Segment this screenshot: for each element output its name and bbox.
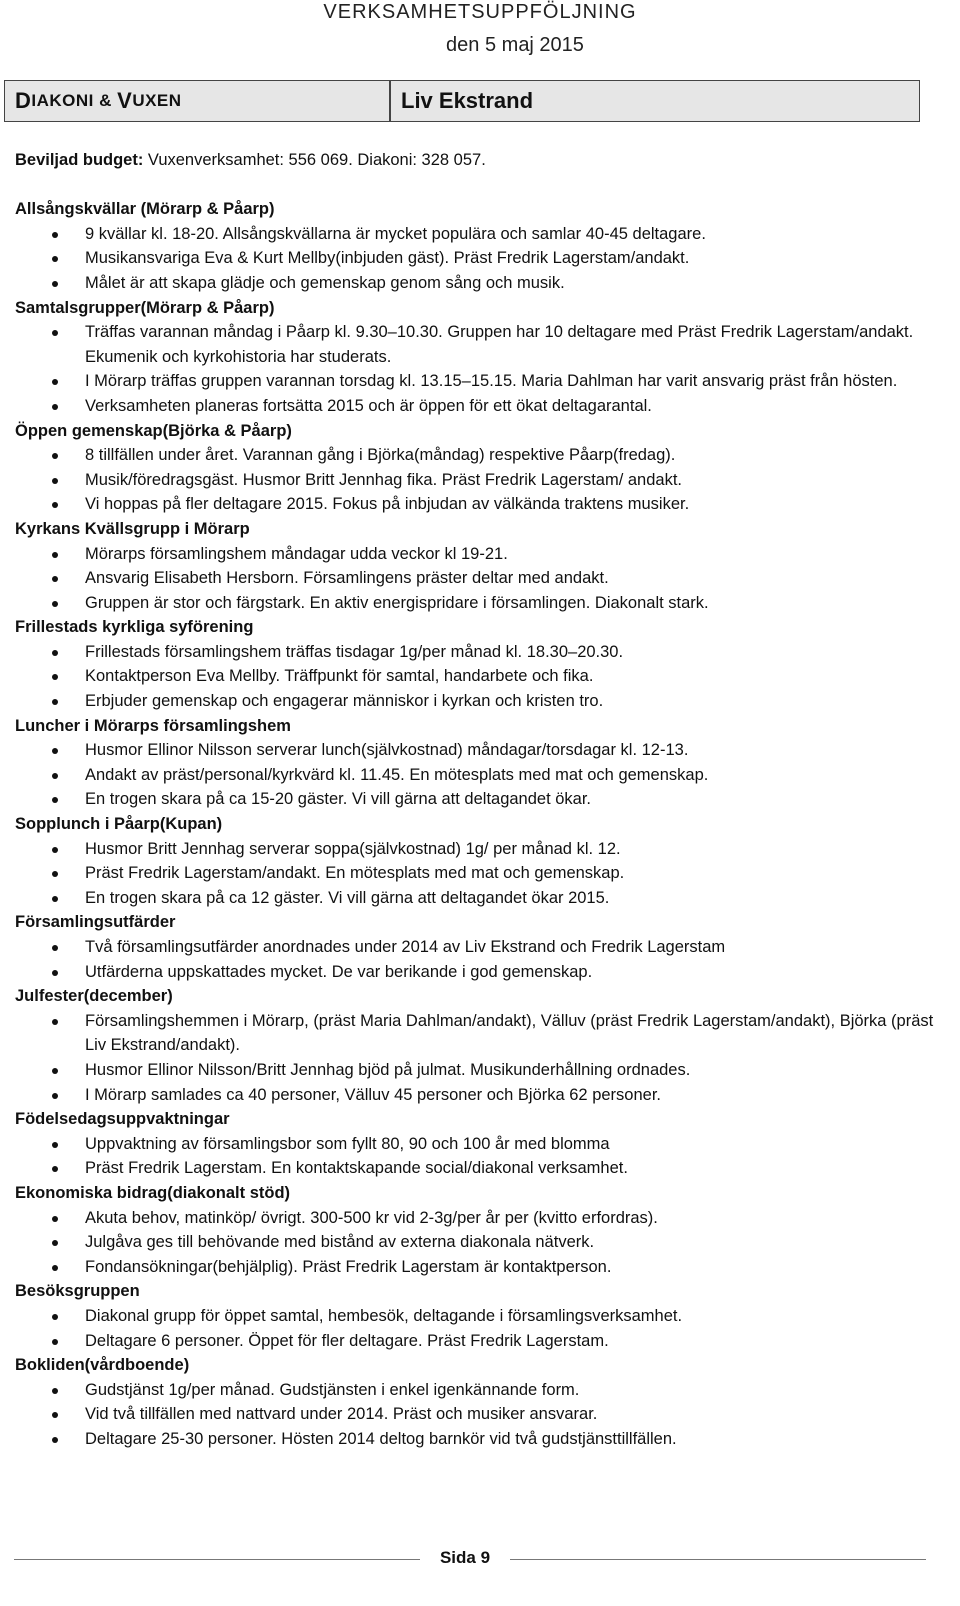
bullet-list xyxy=(15,1009,940,1107)
section-title: Samtalsgrupper(Mörarp & Påarp) xyxy=(15,298,275,317)
bullet-dot-icon xyxy=(52,1437,58,1443)
bullet-text: Fondansökningar(behjälplig). Präst Fredrik Lagerstam är kontaktperson. xyxy=(85,1257,612,1276)
bullet-dot-icon xyxy=(52,1166,58,1172)
bullet-item xyxy=(15,689,940,714)
bullet-text: I Mörarp samlades ca 40 personer, Välluv 45 personer och Björka 62 personer. xyxy=(85,1085,661,1104)
budget-text: Vuxenverksamhet: 556 069. Diakoni: 328 057. xyxy=(143,151,486,169)
bullet-item xyxy=(15,222,940,247)
bullet-text: Musikansvariga Eva & Kurt Mellby(inbjuden gäst). Präst Fredrik Lagerstam/andakt. xyxy=(85,249,690,268)
bullet-item xyxy=(15,369,940,394)
bullet-item xyxy=(15,1058,940,1083)
bullet-text: En trogen skara på ca 15-20 gäster. Vi vill gärna att deltagandet ökar. xyxy=(85,790,592,809)
bullet-item xyxy=(15,566,940,591)
bullet-dot-icon xyxy=(52,847,58,853)
bullet-text: Erbjuder gemenskap och engagerar människor i kyrkan och kristen tro. xyxy=(85,692,604,711)
section-title: Luncher i Mörarps församlingshem xyxy=(15,716,291,735)
bullet-dot-icon xyxy=(52,379,58,385)
bullet-text: 8 tillfällen under året. Varannan gång i Björka(måndag) respektive Påarp(fredag). xyxy=(85,446,676,465)
bullet-text: Uppvaktning av församlingsbor som fyllt 80, 90 och 100 år med blomma xyxy=(85,1134,610,1153)
department-rest-1: IAKONI & xyxy=(31,91,118,110)
bullet-dot-icon xyxy=(52,478,58,484)
bullet-list xyxy=(15,542,940,616)
bullet-dot-icon xyxy=(52,896,58,902)
bullet-item xyxy=(15,1230,940,1255)
bullet-text: I Mörarp träffas gruppen varannan torsdag kl. 13.15–15.15. Maria Dahlman har varit ansvarig präst från hösten. xyxy=(85,372,898,391)
section-title: Ekonomiska bidrag(diakonalt stöd) xyxy=(15,1183,291,1202)
bullet-dot-icon xyxy=(52,576,58,582)
bullet-item xyxy=(15,886,940,911)
bullet-item xyxy=(15,246,940,271)
bullet-item xyxy=(15,271,940,296)
bullet-text: Gruppen är stor och färgstark. En aktiv energispridare i församlingen. Diakonalt stark. xyxy=(85,593,709,612)
bullet-item xyxy=(15,960,940,985)
bullet-dot-icon xyxy=(52,330,58,336)
section-title: Frillestads kyrkliga syförening xyxy=(15,618,254,637)
bullet-text: Andakt av präst/personal/kyrkvärd kl. 11.45. En mötesplats med mat och gemenskap. xyxy=(85,765,709,784)
bullet-dot-icon xyxy=(52,1240,58,1246)
section-title: Sopplunch i Påarp(Kupan) xyxy=(15,815,223,834)
title-box xyxy=(4,80,920,122)
section-title: Allsångskvällar (Mörarp & Påarp) xyxy=(15,200,275,219)
person-name: Liv Ekstrand xyxy=(391,81,919,121)
bullet-text: Julgåva ges till behövande med bistånd av externa diakonala nätverk. xyxy=(85,1233,595,1252)
bullet-dot-icon xyxy=(52,1339,58,1345)
spacer xyxy=(15,173,940,198)
bullet-text: Utfärderna uppskattades mycket. De var berikande i god gemenskap. xyxy=(85,962,593,981)
bullet-text: Diakonal grupp för öppet samtal, hembesök, deltagande i församlingsverksamhet. xyxy=(85,1306,683,1325)
bullet-dot-icon xyxy=(52,1314,58,1320)
bullet-text: Husmor Ellinor Nilsson serverar lunch(självkostnad) måndagar/torsdagar kl. 12-13. xyxy=(85,741,689,760)
bullet-item xyxy=(15,1132,940,1157)
bullet-item xyxy=(15,763,940,788)
bullet-item xyxy=(15,935,940,960)
bullet-item xyxy=(15,1378,940,1403)
bullet-item xyxy=(15,468,940,493)
bullet-item xyxy=(15,1206,940,1231)
bullet-text: 9 kvällar kl. 18-20. Allsångskvällarna är mycket populära och samlar 40-45 deltagare. xyxy=(85,224,706,243)
bullet-item xyxy=(15,664,940,689)
bullet-dot-icon xyxy=(52,797,58,803)
document-date: den 5 maj 2015 xyxy=(446,34,584,56)
bullet-item xyxy=(15,320,940,369)
bullet-text: Gudstjänst 1g/per månad. Gudstjänsten i enkel igenkännande form. xyxy=(85,1380,580,1399)
bullet-dot-icon xyxy=(52,674,58,680)
budget-line xyxy=(15,148,940,173)
bullet-text: Träffas varannan måndag i Påarp kl. 9.30–10.30. Gruppen har 10 deltagare med Präst Fredrik Lagerstam/andakt. Ekumenik och kyrkohistoria har studerats. xyxy=(85,323,914,366)
page-footer xyxy=(0,1548,960,1572)
bullet-item xyxy=(15,492,940,517)
bullet-list xyxy=(15,1378,940,1452)
bullet-list xyxy=(15,1304,940,1353)
bullet-text: Deltagare 25-30 personer. Hösten 2014 deltog barnkör vid två gudstjänsttillfällen. xyxy=(85,1429,677,1448)
bullet-text: Musik/föredragsgäst. Husmor Britt Jennhag fika. Präst Fredrik Lagerstam/ andakt. xyxy=(85,470,682,489)
department-initial-1: D xyxy=(15,88,32,113)
bullet-text: Vi hoppas på fler deltagare 2015. Fokus på inbjudan av välkända traktens musiker. xyxy=(85,495,690,514)
bullet-text: Två församlingsutfärder anordnades under 2014 av Liv Ekstrand och Fredrik Lagerstam xyxy=(85,938,726,956)
bullet-dot-icon xyxy=(52,699,58,705)
page-number: Sida 9 xyxy=(420,1548,510,1568)
bullet-list xyxy=(15,935,940,984)
bullet-item xyxy=(15,837,940,862)
bullet-dot-icon xyxy=(52,871,58,877)
bullet-text: Präst Fredrik Lagerstam/andakt. En mötesplats med mat och gemenskap. xyxy=(85,864,625,883)
bullet-text: Mörarps församlingshem måndagar udda veckor kl 19-21. xyxy=(85,544,508,563)
bullet-list xyxy=(15,1132,940,1181)
bullet-list xyxy=(15,738,940,812)
bullet-dot-icon xyxy=(52,601,58,607)
bullet-item xyxy=(15,1083,940,1108)
bullet-item xyxy=(15,1156,940,1181)
document-body xyxy=(15,148,940,1451)
bullet-list xyxy=(15,443,940,517)
bullet-item xyxy=(15,1427,940,1452)
bullet-list xyxy=(15,222,940,296)
bullet-item xyxy=(15,443,940,468)
bullet-dot-icon xyxy=(52,552,58,558)
bullet-item xyxy=(15,1304,940,1329)
bullet-dot-icon xyxy=(52,404,58,410)
bullet-item xyxy=(15,1009,940,1058)
document-header-title: VERKSAMHETSUPPFÖLJNING xyxy=(323,1,637,23)
bullet-dot-icon xyxy=(52,1019,58,1025)
bullet-dot-icon xyxy=(52,502,58,508)
bullet-dot-icon xyxy=(52,1216,58,1222)
bullet-dot-icon xyxy=(52,453,58,459)
sections-container xyxy=(15,197,940,1451)
bullet-item xyxy=(15,1329,940,1354)
section-title: Bokliden(vårdboende) xyxy=(15,1356,190,1375)
bullet-dot-icon xyxy=(52,1265,58,1271)
bullet-text: Präst Fredrik Lagerstam. En kontaktskapande social/diakonal verksamhet. xyxy=(85,1159,628,1178)
bullet-dot-icon xyxy=(52,773,58,779)
bullet-dot-icon xyxy=(52,256,58,262)
bullet-list xyxy=(15,320,940,418)
bullet-dot-icon xyxy=(52,1068,58,1074)
bullet-item xyxy=(15,1402,940,1427)
department-rest-2: UXEN xyxy=(132,91,182,110)
bullet-text: Vid två tillfällen med nattvard under 2014. Präst och musiker ansvarar. xyxy=(85,1405,598,1424)
bullet-text: Församlingshemmen i Mörarp, (präst Maria Dahlman/andakt), Välluv (präst Fredrik Lagerstam/andakt), Björka (präst Liv Ekstrand/andakt). xyxy=(85,1011,934,1055)
bullet-dot-icon xyxy=(52,945,58,951)
bullet-text: Akuta behov, matinköp/ övrigt. 300-500 kr vid 2-3g/per år per (kvitto erfordras). xyxy=(85,1208,658,1227)
bullet-text: Verksamheten planeras fortsätta 2015 och är öppen för ett ökat deltagarantal. xyxy=(85,396,652,415)
bullet-dot-icon xyxy=(52,650,58,656)
bullet-dot-icon xyxy=(52,1388,58,1394)
bullet-dot-icon xyxy=(52,748,58,754)
bullet-text: Frillestads församlingshem träffas tisdagar 1g/per månad kl. 18.30–20.30. xyxy=(85,642,624,661)
department-title xyxy=(5,81,391,121)
bullet-item xyxy=(15,1255,940,1280)
bullet-item xyxy=(15,591,940,616)
section-title: Besöksgruppen xyxy=(15,1282,140,1301)
bullet-dot-icon xyxy=(52,281,58,287)
bullet-text: En trogen skara på ca 12 gäster. Vi vill gärna att deltagandet ökar 2015. xyxy=(85,888,610,907)
bullet-list xyxy=(15,640,940,714)
bullet-item xyxy=(15,542,940,567)
bullet-text: Deltagare 6 personer. Öppet för fler deltagare. Präst Fredrik Lagerstam. xyxy=(85,1331,609,1350)
bullet-text: Kontaktperson Eva Mellby. Träffpunkt för samtal, handarbete och fika. xyxy=(85,667,594,686)
bullet-item xyxy=(15,394,940,419)
bullet-list xyxy=(15,837,940,911)
bullet-item xyxy=(15,640,940,665)
bullet-dot-icon xyxy=(52,1142,58,1148)
section-title: Öppen gemenskap(Björka & Påarp) xyxy=(15,421,292,440)
bullet-dot-icon xyxy=(52,1093,58,1099)
bullet-dot-icon xyxy=(52,232,58,238)
department-initial-2: V xyxy=(117,88,133,113)
bullet-text: Ansvarig Elisabeth Hersborn. Församlingens präster deltar med andakt. xyxy=(85,569,609,588)
bullet-text: Husmor Britt Jennhag serverar soppa(självkostnad) 1g/ per månad kl. 12. xyxy=(85,839,621,858)
bullet-dot-icon xyxy=(52,1412,58,1418)
bullet-dot-icon xyxy=(52,970,58,976)
bullet-text: Målet är att skapa glädje och gemenskap genom sång och musik. xyxy=(85,273,565,292)
budget-label: Beviljad budget: xyxy=(15,151,144,169)
section-title: Födelsedagsuppvaktningar xyxy=(15,1110,230,1129)
bullet-list xyxy=(15,1206,940,1280)
section-title: Kyrkans Kvällsgrupp i Mörarp xyxy=(15,519,250,538)
bullet-item xyxy=(15,787,940,812)
section-title: Julfester(december) xyxy=(15,987,173,1006)
bullet-item xyxy=(15,738,940,763)
section-title: Församlingsutfärder xyxy=(15,913,176,932)
bullet-item xyxy=(15,861,940,886)
bullet-text: Husmor Ellinor Nilsson/Britt Jennhag bjöd på julmat. Musikunderhållning ordnades. xyxy=(85,1060,691,1079)
